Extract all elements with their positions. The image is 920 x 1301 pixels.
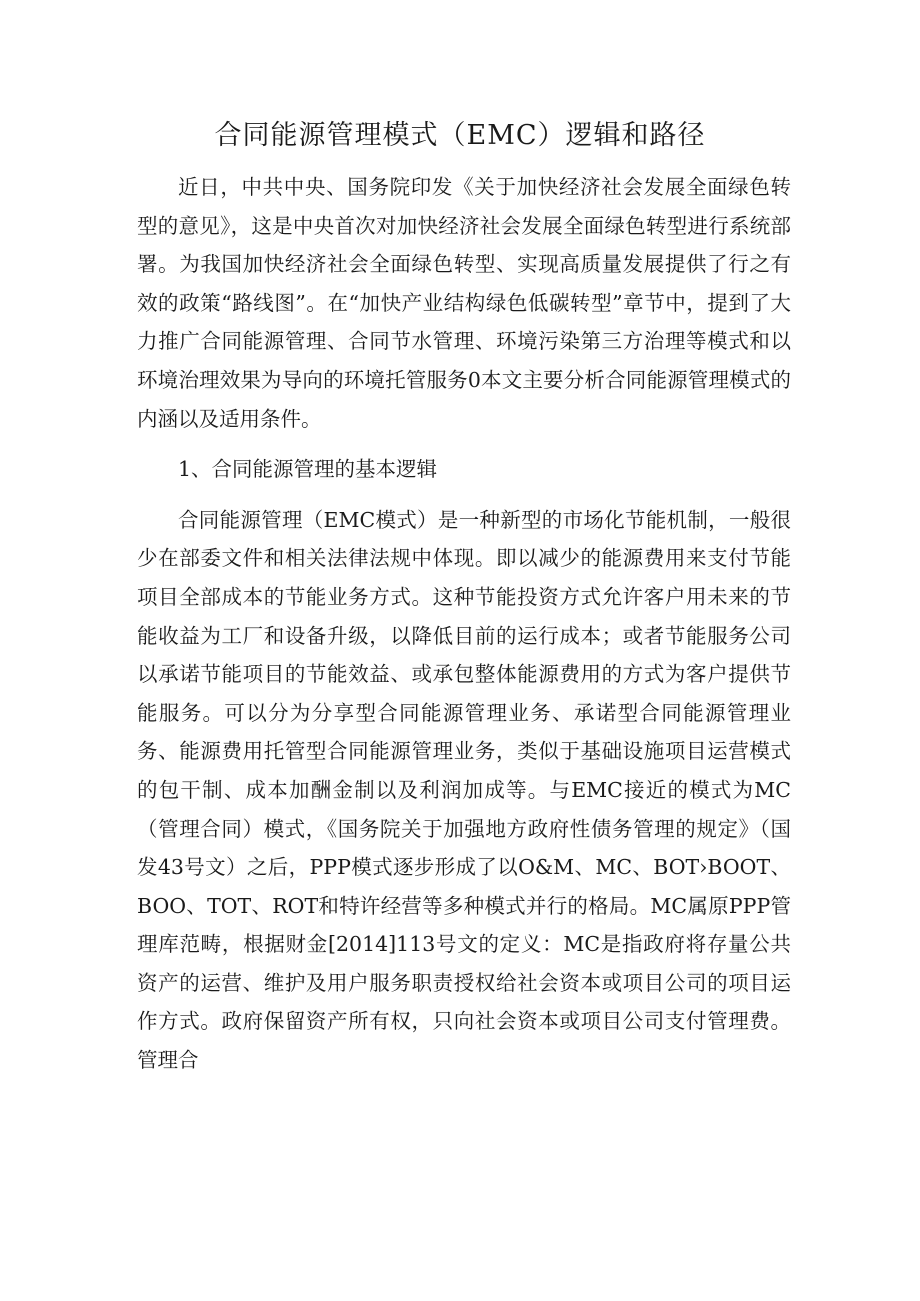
paragraph-emc-logic: 合同能源管理（EMC模式）是一种新型的市场化节能机制，一般很少在部委文件和相关法律法规中体现。即以减少的能源费用来支付节能项目全部成本的节能业务方式。这种节能投资方式允许客户用未来的节能收益为工厂和设备升级，以降低目前的运行成本；或者节能服务公司以承诺节能项目的节能效益、或承包整体能源费用的方式为客户提供节能服务。可以分为分享型合同能源管理业务、承诺型合同能源管理业务、能源费用托管型合同能源管理业务，类似于基础设施项目运营模式的包干制、成本加酬金制以及利润加成等。与EMC接近的模式为MC（管理合同）模式，《国务院关于加强地方政府性债务管理的规定》（国发43号文）之后，PPP模式逐步形成了以O&M、MC、BOT›BOOT、BOO、TOT、ROT和特许经营等多种模式并行的格局。MC属原PPP管理库范畴，根据财金[2014]113号文的定义：MC是指政府将存量公共资产的运营、维护及用户服务职责授权给社会资本或项目公司的项目运作方式。政府保留资产所有权，只向社会资本或项目公司支付管理费。管理合 <box>137 507 791 1073</box>
paragraph-intro: 近日，中共中央、国务院印发《关于加快经济社会发展全面绿色转型的意见》，这是中央首次对加快经济社会发展全面绿色转型进行系统部署。为我国加快经济社会全面绿色转型、实现高质量发展提供了行之有效的政策“路线图”。在“加快产业结构绿色低碳转型”章节中，提到了大力推广合同能源管理、合同节水管理、环境污染第三方治理等模式和以环境治理效果为导向的环境托管服务0本文主要分析合同能源管理模式的内涵以及适用条件。 <box>137 175 791 431</box>
page-title: 合同能源管理模式（EMC）逻辑和路径 <box>214 120 706 151</box>
document-body <box>137 168 791 1080</box>
section-heading: 1、合同能源管理的基本逻辑 <box>178 457 438 482</box>
